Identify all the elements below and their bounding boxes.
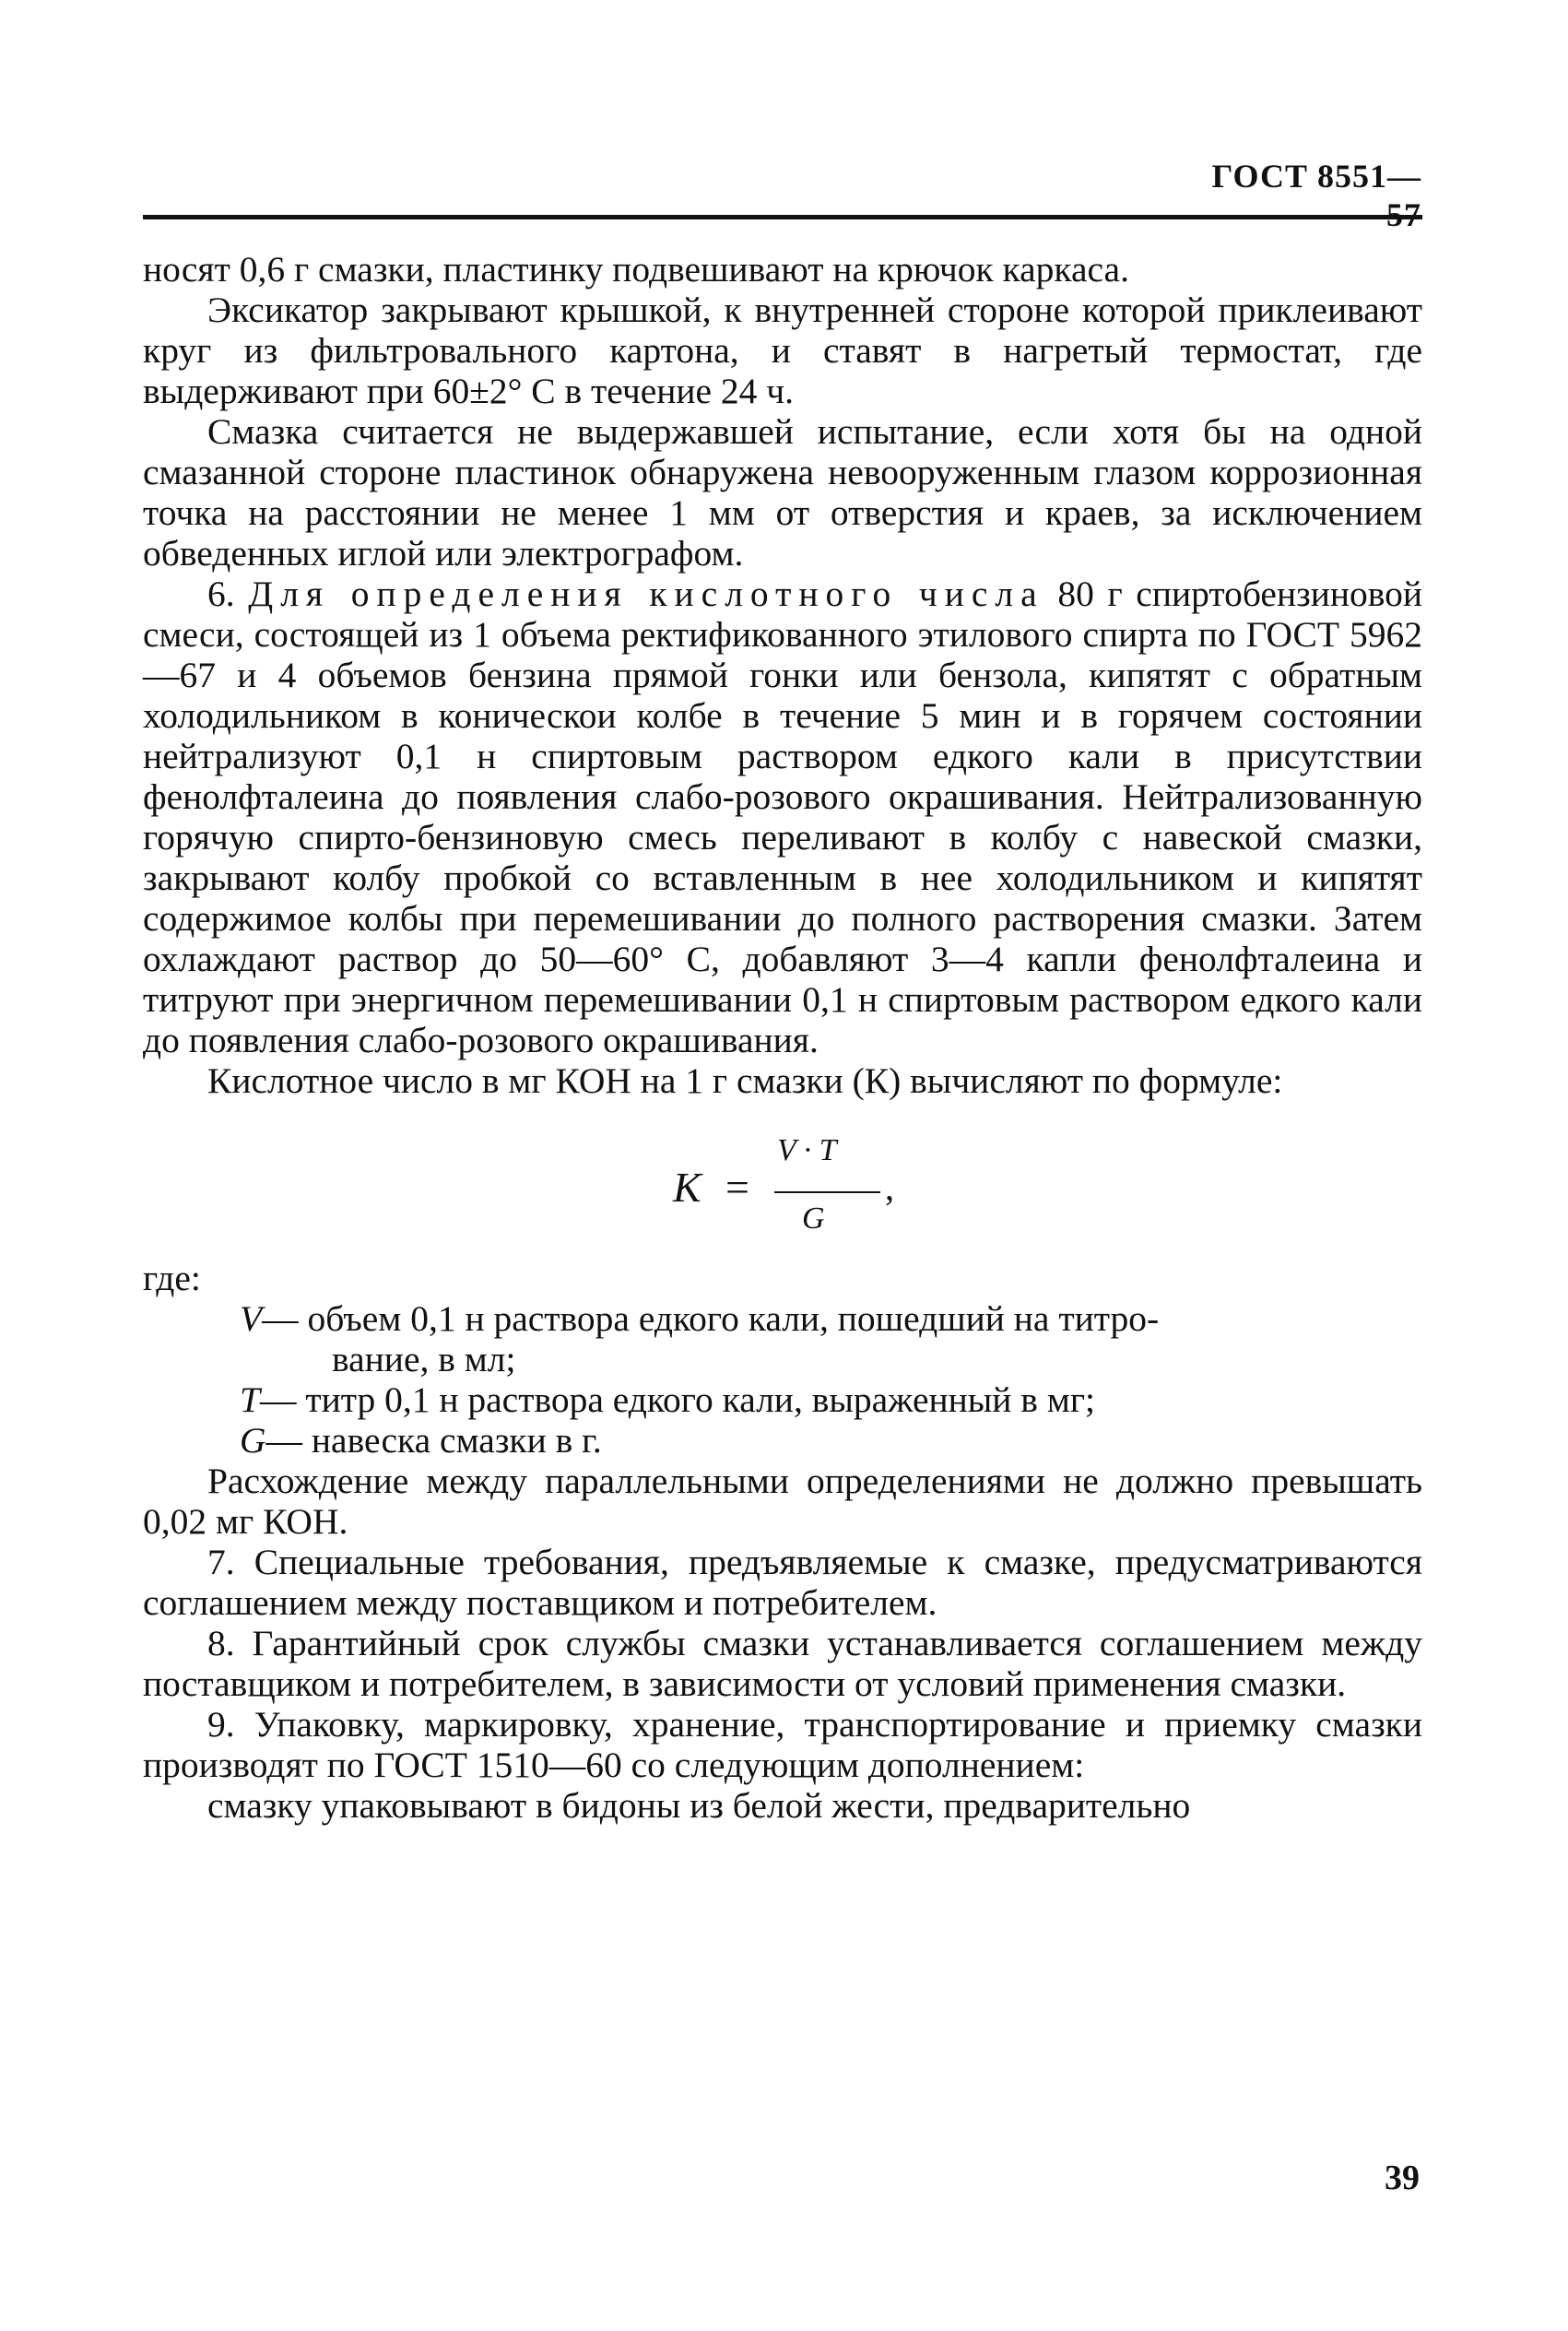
discrepancy-paragraph: Расхождение между параллельными определениями не должно превышать 0,02 мг КОН.	[143, 1461, 1422, 1542]
formula-equals: =	[725, 1164, 749, 1211]
definition-text: — навеска смазки в г.	[265, 1420, 602, 1461]
section-6-heading: Для определения кислотного числа	[248, 574, 1044, 614]
definition-text: — объем 0,1 н раствора едкого кали, пошедший на титро-	[262, 1298, 1160, 1339]
definition-g	[143, 1420, 1422, 1461]
header-rule	[143, 215, 1422, 219]
acid-number-formula	[143, 1119, 1422, 1258]
section-6	[143, 574, 1422, 1060]
body-text	[143, 249, 1422, 1826]
definition-symbol: G	[240, 1420, 266, 1461]
definition-continuation: вание, в мл;	[332, 1339, 516, 1379]
section-8: 8. Гарантийный срок службы смазки устанавливается соглашением между поставщиком и потребителем, в зависимости от условий применения смазки.	[143, 1623, 1422, 1704]
paragraph-2: Эксикатор закрывают крышкой, к внутренней стороне которой приклеивают круг из фильтровального картона, и ставят в нагретый термостат, где выдерживают при 60±2° С в течение 24 ч.	[143, 290, 1422, 411]
formula-lhs: K	[673, 1164, 701, 1211]
definition-symbol: T	[240, 1379, 260, 1420]
definition-text: — титр 0,1 н раствора едкого кали, выраженный в мг;	[259, 1379, 1095, 1420]
section-6-number: 6.	[207, 574, 235, 614]
section-6-text: 80 г спиртобензиновой смеси, состоящей из 1 объема ректификованного этилового спирта по ГОСТ 5962—67 и 4 объемов бензина прямой гонки или бензола, кипятят с обратным холодильником в коническои колбе в течение 5 мин и в горячем состоянии нейтрализуют 0,1 н спиртовым раствором едкого кали в присутствии фенолфталеина до появления слабо-розового окрашивания. Нейтрализованную горячую спирто-бензиновую смесь переливают в колбу с навеской смазки, закрывают колбу пробкой со вставленным в нее холодильником и кипятят содержимое колбы при перемешивании до полного растворения смазки. Затем охлаждают раствор до 50—60° С, добавляют 3—4 капли фенолфталеина и титруют при энергичном перемешивании 0,1 н спиртовым раствором едкого кали до появления слабо-розового окрашивания.	[143, 574, 1422, 1060]
definition-t	[143, 1379, 1422, 1420]
paragraph-3: Смазка считается не выдержавшей испытание, если хотя бы на одной смазанной стороне пластинок обнаружена невооруженным глазом коррозионная точка на расстоянии не менее 1 мм от отверстия и краев, за исключением обведенных иглой или электрографом.	[143, 411, 1422, 574]
document-code-header: ГОСТ 8551—57	[1211, 158, 1421, 233]
paragraph-1: носят 0,6 г смазки, пластинку подвешивают на крючок каркаса.	[143, 249, 1129, 290]
formula-numerator: V · T	[777, 1133, 837, 1167]
acid-number-intro: Кислотное число в мг КОН на 1 г смазки (К) вычисляют по формуле:	[207, 1060, 1283, 1101]
where-label: где:	[143, 1258, 201, 1298]
definitions-list	[143, 1298, 1422, 1461]
formula-denominator: G	[802, 1201, 825, 1236]
formula-fraction-bar	[774, 1191, 880, 1193]
definition-symbol: V	[240, 1298, 263, 1339]
section-7: 7. Специальные требования, предъявляемые к смазке, предусматриваются соглашением между поставщиком и потребителем.	[143, 1542, 1422, 1623]
formula-comma: ,	[885, 1166, 894, 1208]
closing-paragraph: смазку упаковывают в бидоны из белой жести, предварительно	[207, 1785, 1191, 1826]
definition-v	[143, 1298, 1422, 1379]
section-9: 9. Упаковку, маркировку, хранение, транспортирование и приемку смазки производят по ГОСТ 1510—60 со следующим дополнением:	[143, 1704, 1422, 1785]
page-number: 39	[1385, 2159, 1420, 2197]
